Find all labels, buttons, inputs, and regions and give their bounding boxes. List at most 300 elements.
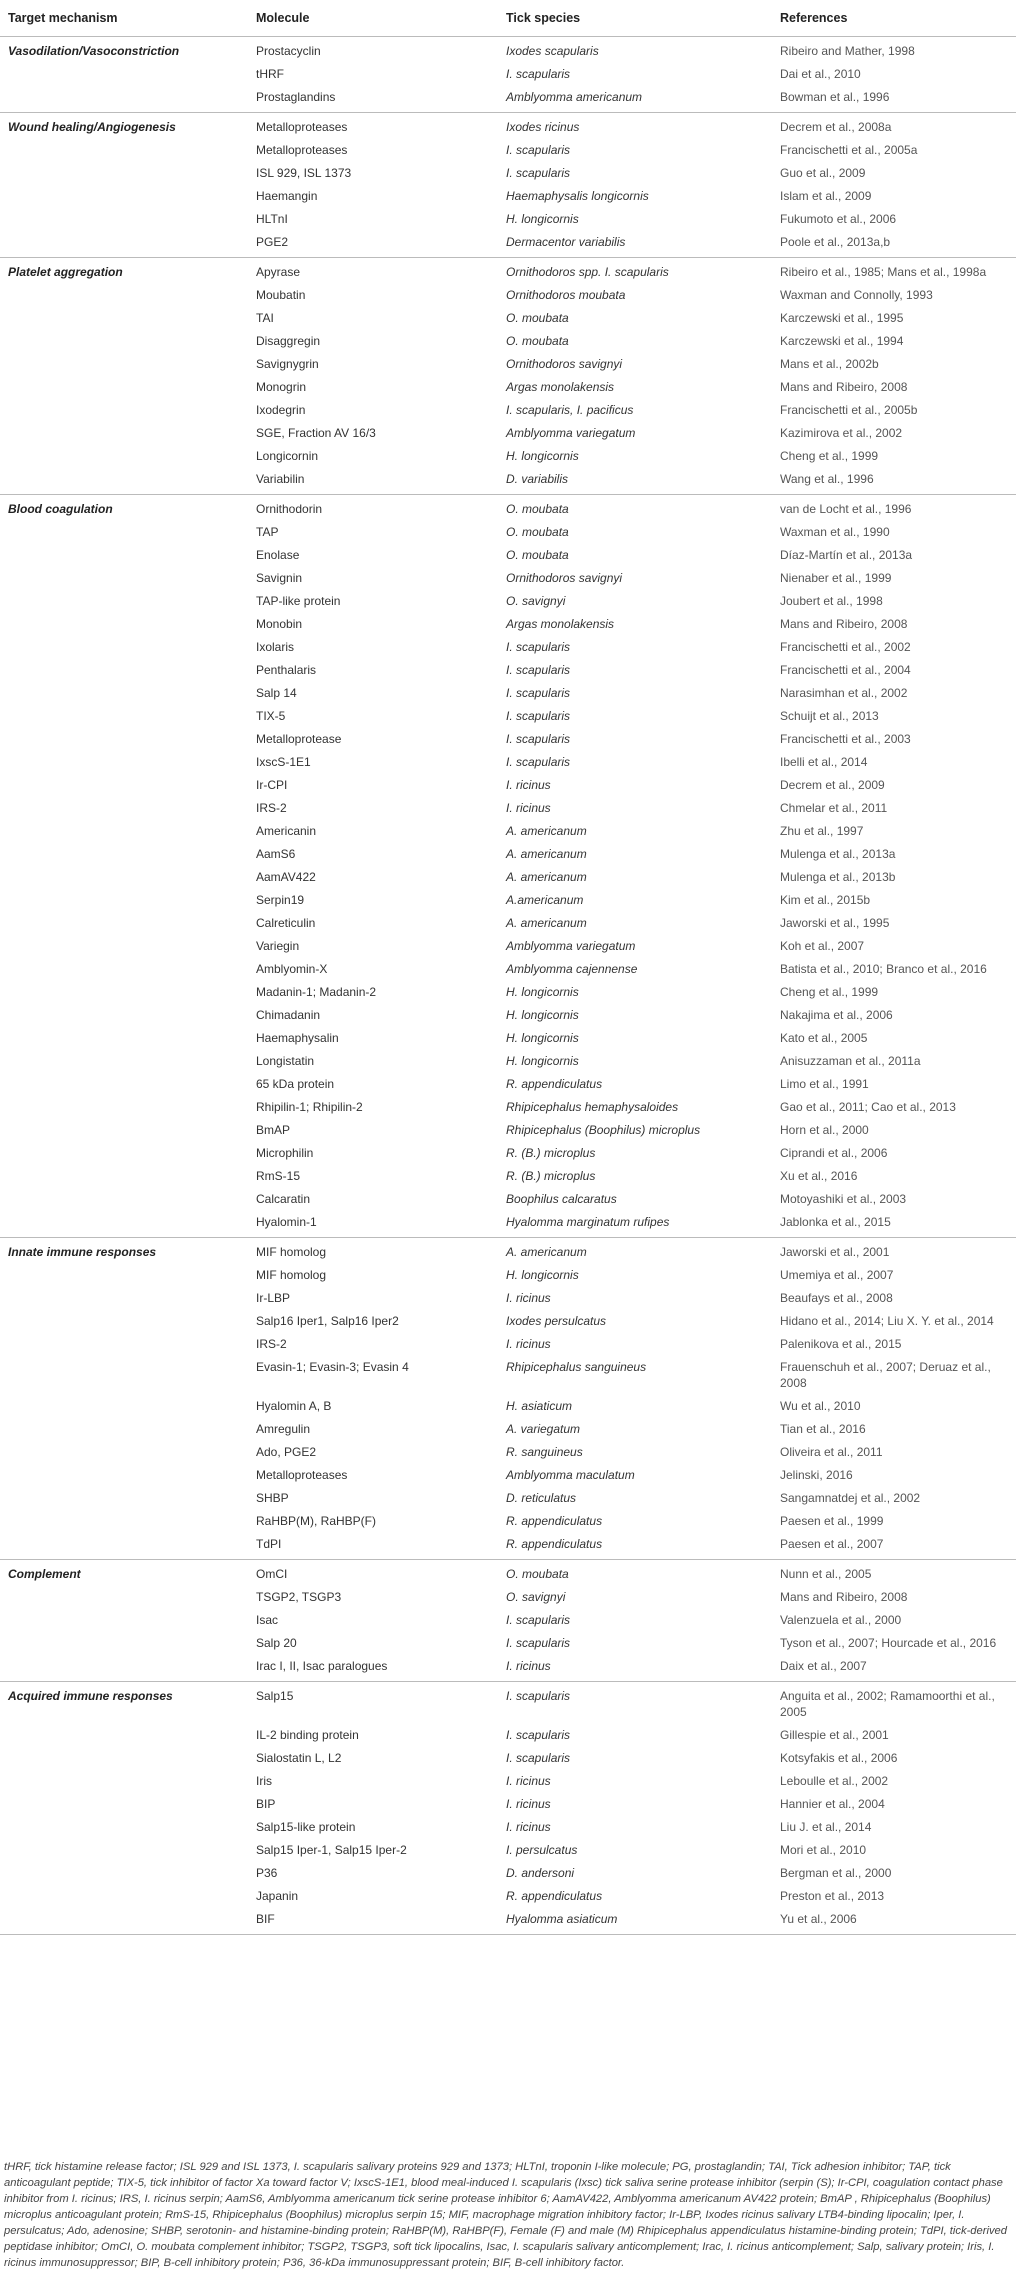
mechanism-cell [0,1287,248,1310]
molecule-cell: Amregulin [256,1422,311,1436]
species-cell: Argas monolakensis [506,380,615,394]
species-cell: Ixodes persulcatus [506,1314,607,1328]
reference-cell: Guo et al., 2009 [780,166,866,180]
species-cell: I. ricinus [498,1655,772,1682]
molecule-cell: Savignin [256,571,303,585]
table-row [0,912,1016,935]
species-cell: R. (B.) microplus [506,1146,596,1160]
table-row [0,889,1016,912]
molecule-cell: Monogrin [256,380,307,394]
species-cell: A. americanum [506,847,587,861]
species-cell: O. moubata [506,502,569,516]
reference-cell: Jaworski et al., 1995 [780,916,890,930]
mechanism-cell [0,1418,248,1441]
table-row [0,1862,1016,1885]
table-row [0,113,1016,140]
header-target-mechanism: Target mechanism [0,0,248,37]
reference-cell: Gao et al., 2011; Cao et al., 2013 [780,1100,956,1114]
mechanism-cell [0,1632,248,1655]
mechanism-cell [0,751,248,774]
table-row [0,728,1016,751]
table-row [0,1356,1016,1395]
mechanism-cell [0,1724,248,1747]
reference-cell: Daix et al., 2007 [772,1655,1016,1682]
mechanism-cell [0,705,248,728]
species-cell: O. moubata [506,1567,569,1581]
molecule-cell: Salp15 Iper-1, Salp15 Iper-2 [256,1843,407,1857]
table-row [0,1908,1016,1935]
molecule-cell: Rhipilin-1; Rhipilin-2 [256,1100,363,1114]
molecule-cell: Calcaratin [256,1192,311,1206]
molecule-cell: TAI [256,311,274,325]
table-row [0,422,1016,445]
species-cell: I. ricinus [506,1820,551,1834]
molecule-cell: Metalloprotease [256,732,342,746]
species-cell: Amblyomma cajennense [506,962,638,976]
reference-cell: Decrem et al., 2009 [780,778,885,792]
molecule-cell: RmS-15 [256,1169,301,1183]
mechanism-cell [0,1310,248,1333]
mechanism-cell [0,1096,248,1119]
species-cell: H. longicornis [506,1008,579,1022]
molecule-cell: Variegin [256,939,300,953]
reference-cell: Ribeiro et al., 1985; Mans et al., 1998a [780,265,987,279]
reference-cell: Karczewski et al., 1995 [780,311,904,325]
mechanism-cell [0,399,248,422]
molecule-cell: Ornithodorin [256,502,323,516]
mechanism-cell [0,1165,248,1188]
reference-cell: Jelinski, 2016 [780,1468,853,1482]
reference-cell: Palenikova et al., 2015 [780,1337,902,1351]
species-cell: D. reticulatus [506,1491,577,1505]
molecule-cell: Americanin [256,824,317,838]
species-cell: D. andersoni [506,1866,575,1880]
table-footnote: tHRF, tick histamine release factor; ISL 929 and ISL 1373, I. scapularis salivary proteins 929 and 1373; HLTnI, troponin I-like molecule; PG, prostaglandin; TAI, Tick adhesion inhibitor; TAP, tick anticoagulant peptide; TIX-5, tick inhibitor of factor Xa toward factor V; IxscS-1E1, blood meal-induced I. scapularis (Ixsc) tick saliva serine protease inhibitor (serpin (S); Ir-CPI, coagulation contact phase inhibitor from I. ricinus; IRS, I. ricinus serpin; AamS6, Amblyomma americanum tick serine protease inhibitor 6; AamAV422, Amblyomma americanum AV422 protein; BmAP , Rhipicephalus (Boophilus) microplus anticoagulant protein; RmS-15, Rhipicephalus (Boophilus) microplus serpin 15; MIF, macrophage migration inhibitory factor; Ir-LBP, Ixodes ricinus salivary LTB4-binding lipocalin; Iper, I. persulcatus; Ado, adenosine; SHBP, serotonin- and histamine-binding protein; RaHBP(M), RaHBP(F), Female (F) and male (M) Rhipicephalus appendiculatus histamine-binding protein; TdPI, tick-derived peptidase inhibitor; OmCI, O. moubata complement inhibitor; TSGP2, TSGP3, soft tick lipocalins, Isac, I. scapularis salivary anticomplement; Irac, I. ricinus anticomplement; Salp, salivary protein; Iris, I. ricinus immunosuppressor; BIP, B-cell inhibitory protein; P36, 36-kDa immunosuppressant protein; BIF, B-cell inhibitory factor. [4,2161,1007,2269]
molecule-cell: Monobin [256,617,303,631]
table-row [0,1004,1016,1027]
species-cell: I. scapularis [506,1689,571,1703]
molecule-cell: PGE2 [248,231,498,258]
table-row [0,1816,1016,1839]
reference-cell: Francischetti et al., 2003 [780,732,911,746]
mechanism-cell [0,208,248,231]
mechanism-cell [0,1142,248,1165]
reference-cell: Schuijt et al., 2013 [780,709,879,723]
mechanism-cell [0,1655,248,1682]
species-cell: A. americanum [506,870,587,884]
mechanism-cell [0,1609,248,1632]
species-cell: I. ricinus [506,778,551,792]
molecule-cell: AamAV422 [256,870,316,884]
table-row [0,659,1016,682]
reference-cell: Paesen et al., 1999 [780,1514,884,1528]
mechanism-cell [0,682,248,705]
species-cell: R. appendiculatus [506,1077,603,1091]
molecule-cell: Ixodegrin [256,403,306,417]
reference-cell: Bowman et al., 1996 [772,86,1016,113]
table-row [0,1333,1016,1356]
molecule-cell: TAP-like protein [256,594,341,608]
mechanism-cell [0,1356,248,1395]
table-row [0,820,1016,843]
molecule-cell: Irac I, II, Isac paralogues [248,1655,498,1682]
table-row [0,705,1016,728]
mechanism-cell [0,981,248,1004]
mechanism-cell [0,544,248,567]
mechanism-cell [0,1464,248,1487]
species-cell: R. (B.) microplus [506,1169,596,1183]
species-cell: H. longicornis [506,1054,579,1068]
molecule-cell: Apyrase [256,265,301,279]
molecule-cell: AamS6 [256,847,296,861]
reference-cell: Nienaber et al., 1999 [780,571,892,585]
table-row [0,1510,1016,1533]
table-row [0,544,1016,567]
reference-cell: Poole et al., 2013a,b [772,231,1016,258]
mechanism-cell [0,307,248,330]
mechanism-cell [0,590,248,613]
table-row [0,1747,1016,1770]
species-cell: H. asiaticum [506,1399,573,1413]
mechanism-cell: Complement [8,1567,81,1581]
molecule-cell: Salp 14 [256,686,297,700]
molecule-cell: SHBP [256,1491,289,1505]
mechanism-cell [0,774,248,797]
species-cell: I. ricinus [506,1774,551,1788]
mechanism-cell [0,1770,248,1793]
species-cell: I. scapularis [506,1613,571,1627]
species-cell: Amblyomma variegatum [506,939,636,953]
mechanism-cell [0,728,248,751]
mechanism-cell [0,1793,248,1816]
mechanism-cell [0,63,248,86]
molecule-cell: IxscS-1E1 [256,755,311,769]
molecule-cell: IL-2 binding protein [256,1728,359,1742]
molecule-cell: Penthalaris [256,663,317,677]
table-row [0,1793,1016,1816]
molecule-cell: Sialostatin L, L2 [256,1751,342,1765]
molecule-cell: Metalloproteases [256,120,348,134]
molecule-cell: Disaggregin [256,334,321,348]
species-cell: I. persulcatus [506,1843,578,1857]
table-row [0,774,1016,797]
mechanism-cell [0,231,248,258]
reference-cell: Ciprandi et al., 2006 [780,1146,888,1160]
species-cell: Rhipicephalus sanguineus [506,1360,647,1374]
mechanism-cell [0,912,248,935]
table-row [0,1609,1016,1632]
molecule-cell: IRS-2 [256,801,287,815]
mechanism-cell: Blood coagulation [8,502,113,516]
reference-cell: Mulenga et al., 2013b [780,870,896,884]
reference-cell: Waxman et al., 1990 [780,525,890,539]
mechanism-cell [0,843,248,866]
molecule-cell: Calreticulin [256,916,316,930]
table-row [0,590,1016,613]
reference-cell: Anisuzzaman et al., 2011a [780,1054,921,1068]
reference-cell: Chmelar et al., 2011 [780,801,888,815]
table-row [0,162,1016,185]
table-row [0,1142,1016,1165]
mechanism-cell [0,1908,248,1935]
species-cell: I. scapularis [506,640,571,654]
table-row [0,63,1016,86]
species-cell: I. scapularis [506,732,571,746]
species-cell: D. variabilis [498,468,772,495]
species-cell: I. scapularis [506,1751,571,1765]
table-row [0,935,1016,958]
mechanism-cell [0,1885,248,1908]
species-cell: Hyalomma asiaticum [498,1908,772,1935]
molecule-cell: BIP [256,1797,276,1811]
reference-cell: Hannier et al., 2004 [780,1797,885,1811]
reference-cell: Horn et al., 2000 [780,1123,869,1137]
mechanism-cell [0,1188,248,1211]
table-row [0,1724,1016,1747]
molecule-cell: RaHBP(M), RaHBP(F) [256,1514,377,1528]
species-cell: I. scapularis [506,709,571,723]
reference-cell: Mans et al., 2002b [780,357,879,371]
mechanism-cell [0,284,248,307]
molecule-cell: Savignygrin [256,357,319,371]
table-row [0,445,1016,468]
table-row [0,636,1016,659]
mechanism-cell [0,1816,248,1839]
table-row [0,1682,1016,1725]
molecule-cell: Haemaphysalin [256,1031,339,1045]
reference-cell: Francischetti et al., 2002 [780,640,911,654]
reference-cell: Zhu et al., 1997 [780,824,864,838]
molecule-cell: Evasin-1; Evasin-3; Evasin 4 [256,1360,409,1374]
mechanism-cell [0,162,248,185]
molecule-cell: TAP [256,525,279,539]
reference-cell: Ibelli et al., 2014 [780,755,868,769]
mechanism-cell: Vasodilation/Vasoconstriction [8,44,180,58]
mechanism-cell [0,185,248,208]
molecule-cell: OmCI [256,1567,288,1581]
species-cell: I. scapularis [506,166,571,180]
table-row [0,399,1016,422]
species-cell: Hyalomma marginatum rufipes [498,1211,772,1238]
mechanism-cell [0,1004,248,1027]
species-cell: R. sanguineus [506,1445,583,1459]
molecule-cell: Salp15-like protein [256,1820,356,1834]
species-cell: Ixodes ricinus [506,120,580,134]
molecule-cell: 65 kDa protein [256,1077,335,1091]
species-cell: O. savignyi [506,1590,566,1604]
molecule-cell: Salp16 Iper1, Salp16 Iper2 [256,1314,399,1328]
mechanism-cell [0,1487,248,1510]
reference-cell: Francischetti et al., 2005b [780,403,918,417]
species-cell: I. scapularis, I. pacificus [506,403,634,417]
reference-cell: Frauenschuh et al., 2007; Deruaz et al., 2008 [780,1360,991,1390]
mechanism-cell [0,1510,248,1533]
reference-cell: Narasimhan et al., 2002 [780,686,908,700]
table-row [0,613,1016,636]
reference-cell: Nunn et al., 2005 [780,1567,872,1581]
molecule-cell: Hyalomin-1 [248,1211,498,1238]
species-cell: Ornithodoros savignyi [506,571,623,585]
molecule-cell: Serpin19 [256,893,305,907]
species-cell: O. moubata [506,334,569,348]
table-row [0,1487,1016,1510]
reference-cell: Waxman and Connolly, 1993 [780,288,933,302]
molecule-cell: P36 [256,1866,278,1880]
molecule-cell: Ixolaris [256,640,295,654]
table-row [0,521,1016,544]
species-cell: I. scapularis [506,755,571,769]
table-row [0,1632,1016,1655]
table-row [0,1287,1016,1310]
reference-cell: Wu et al., 2010 [780,1399,861,1413]
mechanism-cell: Innate immune responses [8,1245,157,1259]
table-row [0,1211,1016,1238]
mechanism-cell [0,86,248,113]
molecule-cell: TIX-5 [256,709,286,723]
reference-cell: Kazimirova et al., 2002 [780,426,903,440]
species-cell: A. americanum [506,824,587,838]
molecule-cell: Salp 20 [256,1636,297,1650]
reference-cell: Xu et al., 2016 [780,1169,858,1183]
reference-cell: van de Locht et al., 1996 [780,502,912,516]
table-row [0,139,1016,162]
reference-cell: Joubert et al., 1998 [780,594,883,608]
reference-cell: Liu J. et al., 2014 [780,1820,872,1834]
molecule-cell: Variabilin [248,468,498,495]
reference-cell: Dai et al., 2010 [780,67,861,81]
reference-cell: Decrem et al., 2008a [780,120,892,134]
table-row [0,1050,1016,1073]
mechanism-cell [0,659,248,682]
header-molecule: Molecule [248,0,498,37]
table-row [0,208,1016,231]
table-row [0,1655,1016,1682]
header-tick-species: Tick species [498,0,772,37]
reference-cell: Koh et al., 2007 [780,939,865,953]
species-cell: I. scapularis [506,67,571,81]
header-row [0,0,1016,37]
reference-cell: Beaufays et al., 2008 [780,1291,893,1305]
molecule-cell: Ir-LBP [256,1291,291,1305]
mechanism-cell [0,353,248,376]
mechanism-cell [0,935,248,958]
reference-cell: Leboulle et al., 2002 [780,1774,889,1788]
reference-cell: Motoyashiki et al., 2003 [780,1192,907,1206]
mechanism-cell [0,797,248,820]
reference-cell: Mans and Ribeiro, 2008 [780,1590,908,1604]
mechanism-cell [0,330,248,353]
molecule-cell: TdPI [248,1533,498,1560]
table-row [0,37,1016,64]
reference-cell: Díaz-Martín et al., 2013a [780,548,913,562]
reference-cell: Francischetti et al., 2004 [780,663,911,677]
reference-cell: Batista et al., 2010; Branco et al., 2016 [780,962,987,976]
molecule-cell: ISL 929, ISL 1373 [256,166,352,180]
molecule-cell: Prostaglandins [248,86,498,113]
molecule-cell: tHRF [256,67,284,81]
reference-cell: Kato et al., 2005 [780,1031,868,1045]
mechanism-cell [0,1119,248,1142]
species-cell: A.americanum [506,893,584,907]
molecule-cell: HLTnI [256,212,288,226]
reference-cell: Sangamnatdej et al., 2002 [780,1491,921,1505]
species-cell: H. longicornis [506,1268,579,1282]
mechanism-cell [0,422,248,445]
mechanism-cell [0,958,248,981]
species-cell: R. appendiculatus [506,1514,603,1528]
table-body [0,37,1016,1935]
species-cell: Rhipicephalus (Boophilus) microplus [506,1123,701,1137]
table-row [0,258,1016,285]
reference-cell: Kim et al., 2015b [780,893,871,907]
mechanism-cell [0,1441,248,1464]
mechanism-cell [0,889,248,912]
species-cell: Argas monolakensis [506,617,615,631]
mechanism-cell [0,1027,248,1050]
molecule-cell: BIF [248,1908,498,1935]
table-row [0,866,1016,889]
species-cell: I. ricinus [506,1337,551,1351]
species-cell: I. scapularis [506,1728,571,1742]
species-cell: Amblyomma maculatum [506,1468,635,1482]
molecule-cell: Iris [256,1774,272,1788]
species-cell: I. ricinus [506,801,551,815]
molecule-cell: Microphilin [256,1146,314,1160]
species-cell: H. longicornis [506,449,579,463]
species-cell: Ixodes scapularis [506,44,599,58]
table-row [0,1418,1016,1441]
reference-cell: Umemiya et al., 2007 [780,1268,894,1282]
table-row [0,1586,1016,1609]
reference-cell: Islam et al., 2009 [780,189,872,203]
table-row [0,307,1016,330]
mechanism-cell [0,1050,248,1073]
molecule-cell: IRS-2 [256,1337,287,1351]
species-cell: A. variegatum [506,1422,581,1436]
species-cell: I. ricinus [506,1797,551,1811]
molecule-cell: Metalloproteases [256,1468,348,1482]
species-cell: H. longicornis [506,985,579,999]
table-row [0,843,1016,866]
molecule-cell: TSGP2, TSGP3 [256,1590,342,1604]
molecule-cell: Chimadanin [256,1008,321,1022]
table-row [0,185,1016,208]
table-row [0,1238,1016,1265]
reference-cell: Mans and Ribeiro, 2008 [780,617,908,631]
table-row [0,231,1016,258]
reference-cell: Tyson et al., 2007; Hourcade et al., 2016 [780,1636,997,1650]
table-row [0,495,1016,522]
reference-cell: Hidano et al., 2014; Liu X. Y. et al., 2014 [780,1314,994,1328]
reference-cell: Mori et al., 2010 [780,1843,867,1857]
reference-cell: Cheng et al., 1999 [780,985,879,999]
mechanism-cell [0,866,248,889]
mechanism-cell: Wound healing/Angiogenesis [8,120,176,134]
reference-cell: Gillespie et al., 2001 [780,1728,889,1742]
table-row [0,1533,1016,1560]
table-row [0,751,1016,774]
header-references: References [772,0,1016,37]
table-row [0,981,1016,1004]
mechanism-cell [0,521,248,544]
mechanism-cell [0,1395,248,1418]
molecule-cell: Ado, PGE2 [256,1445,317,1459]
table-row [0,1770,1016,1793]
species-cell: Haemaphysalis longicornis [506,189,649,203]
species-cell: Ornithodoros spp. I. scapularis [506,265,669,279]
reference-cell: Bergman et al., 2000 [780,1866,892,1880]
reference-cell: Tian et al., 2016 [780,1422,866,1436]
